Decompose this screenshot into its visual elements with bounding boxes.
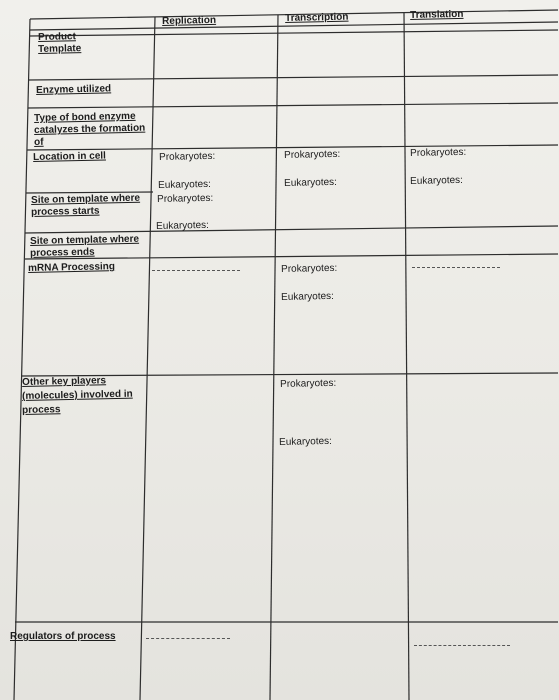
translation-regulators-na-line [414, 645, 510, 646]
row-label-start-line1: Site on template where [31, 192, 141, 206]
transcription-mrna-prokaryotes: Prokaryotes: [281, 262, 338, 275]
replication-start-prokaryotes: Prokaryotes: [157, 192, 214, 205]
header-translation: Translation [410, 8, 464, 21]
transcription-location-prokaryotes: Prokaryotes: [284, 148, 341, 161]
replication-mrna-na-line [152, 270, 240, 271]
translation-location-prokaryotes: Prokaryotes: [410, 146, 467, 159]
row-label-bond-line3: of [34, 136, 44, 148]
replication-regulators-na-line [146, 638, 230, 639]
row-label-template: Template [38, 43, 82, 55]
row-label-players-line1: Other key players [22, 375, 107, 388]
transcription-mrna-eukaryotes: Eukaryotes: [281, 290, 335, 303]
row-label-mrna-processing: mRNA Processing [28, 261, 116, 274]
replication-start-eukaryotes: Eukaryotes: [156, 219, 210, 232]
header-transcription: Transcription [285, 11, 349, 24]
transcription-players-eukaryotes: Eukaryotes: [279, 435, 333, 448]
replication-location-prokaryotes: Prokaryotes: [159, 150, 216, 163]
row-label-product: Product [38, 31, 77, 43]
row-label-regulators: Regulators of process [10, 631, 116, 642]
row-label-enzyme: Enzyme utilized [36, 83, 112, 96]
translation-mrna-na-line [412, 267, 500, 268]
row-label-end-line2: process ends [30, 246, 95, 259]
replication-location-eukaryotes: Eukaryotes: [158, 178, 212, 191]
row-label-start-line2: process starts [31, 205, 100, 218]
header-replication: Replication [162, 14, 217, 27]
row-label-players-line3: process [22, 404, 61, 416]
row-label-bond-line1: Type of bond enzyme [34, 110, 136, 124]
transcription-location-eukaryotes: Eukaryotes: [284, 176, 338, 189]
translation-location-eukaryotes: Eukaryotes: [410, 174, 464, 187]
transcription-players-prokaryotes: Prokaryotes: [280, 377, 337, 390]
row-label-bond-line2: catalyzes the formation [34, 122, 146, 136]
row-label-location: Location in cell [33, 150, 107, 163]
row-label-end-line1: Site on template where [30, 233, 140, 247]
row-label-players-line2: (molecules) involved in [22, 388, 133, 402]
